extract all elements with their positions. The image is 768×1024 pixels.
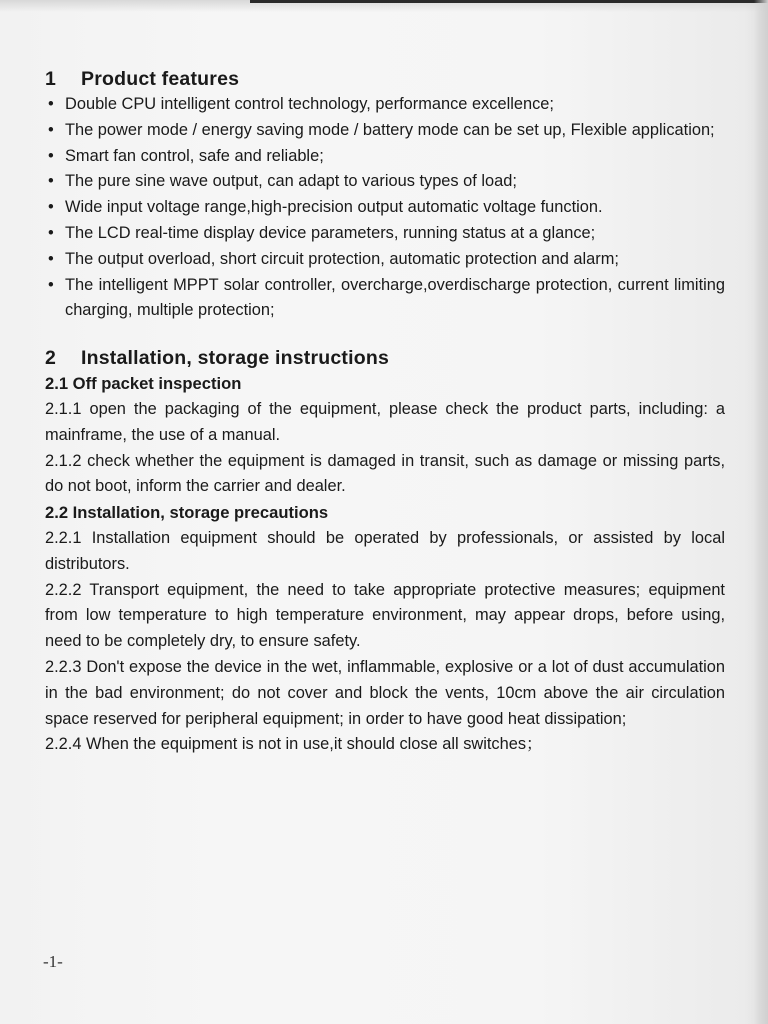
- feature-text: The power mode / energy saving mode / battery mode can be set up, Flexible application;: [65, 120, 715, 139]
- page-content: [45, 66, 725, 758]
- paragraph-2-2-2: 2.2.2 Transport equipment, the need to take appropriate protective measures; equipment from low temperature to high temperature environment, may appear drops, before using, need to be completely dry, to ensure safety.: [45, 580, 725, 651]
- paragraph-2-2-4: 2.2.4 When the equipment is not in use,it should close all switches；: [45, 735, 543, 754]
- feature-item: [45, 169, 725, 195]
- section-1-number: 1: [45, 68, 57, 90]
- bullet-icon: •: [48, 146, 54, 165]
- paragraph-2-2-3: 2.2.3 Don't expose the device in the wet, inflammable, explosive or a lot of dust accumulation in the bad environment; do not cover and block the vents, 10cm above the air circulation space reserved for peripheral equipment; in order to have good heat dissipation;: [45, 657, 725, 728]
- feature-text: Double CPU intelligent control technology, performance excellence;: [65, 95, 554, 113]
- bullet-icon: •: [48, 198, 54, 217]
- feature-text: The LCD real-time display device parameters, running status at a glance;: [65, 223, 596, 242]
- feature-text: The output overload, short circuit protection, automatic protection and alarm;: [65, 249, 619, 268]
- page-right-edge: [754, 0, 768, 1024]
- paragraph-2-2-1: 2.2.1 Installation equipment should be operated by professionals, or assisted by local distributors.: [45, 528, 725, 573]
- feature-item: [45, 118, 725, 144]
- feature-list: [45, 92, 725, 324]
- page-top-edge: [250, 0, 768, 3]
- paragraph-2-1-1: 2.1.1 open the packaging of the equipment, please check the product parts, including: a mainframe, the use of a manual.: [45, 399, 725, 444]
- feature-item: [45, 273, 725, 325]
- feature-item: [45, 92, 725, 118]
- feature-item: [45, 247, 725, 273]
- feature-item: [45, 221, 725, 247]
- section-2-title: Installation, storage instructions: [81, 347, 390, 370]
- bullet-icon: •: [48, 249, 54, 268]
- feature-text: The intelligent MPPT solar controller, overcharge,overdischarge protection, current limiting charging, multiple protection;: [65, 275, 725, 320]
- feature-text: Wide input voltage range,high-precision output automatic voltage function.: [65, 198, 603, 217]
- section-installation: [45, 345, 725, 758]
- paragraph-2-1-2: 2.1.2 check whether the equipment is damaged in transit, such as damage or missing parts, do not boot, inform the carrier and dealer.: [45, 451, 725, 496]
- bullet-icon: •: [48, 120, 54, 139]
- feature-text: The pure sine wave output, can adapt to various types of load;: [65, 172, 517, 191]
- page-number: -1-: [43, 952, 63, 971]
- bullet-icon: •: [48, 95, 54, 113]
- feature-text: Smart fan control, safe and reliable;: [65, 146, 324, 165]
- section-1-title: Product features: [81, 68, 240, 90]
- bullet-icon: •: [48, 275, 54, 294]
- section-2-number: 2: [45, 347, 57, 370]
- section-2-heading: [45, 345, 725, 371]
- feature-item: [45, 144, 725, 170]
- subsection-2-1-heading: 2.1 Off packet inspection: [45, 374, 242, 394]
- section-1-heading: [45, 66, 725, 92]
- section-product-features: [45, 66, 725, 324]
- subsection-2-2-heading: 2.2 Installation, storage precautions: [45, 503, 329, 523]
- bullet-icon: •: [48, 172, 54, 191]
- bullet-icon: •: [48, 223, 54, 242]
- feature-item: [45, 195, 725, 221]
